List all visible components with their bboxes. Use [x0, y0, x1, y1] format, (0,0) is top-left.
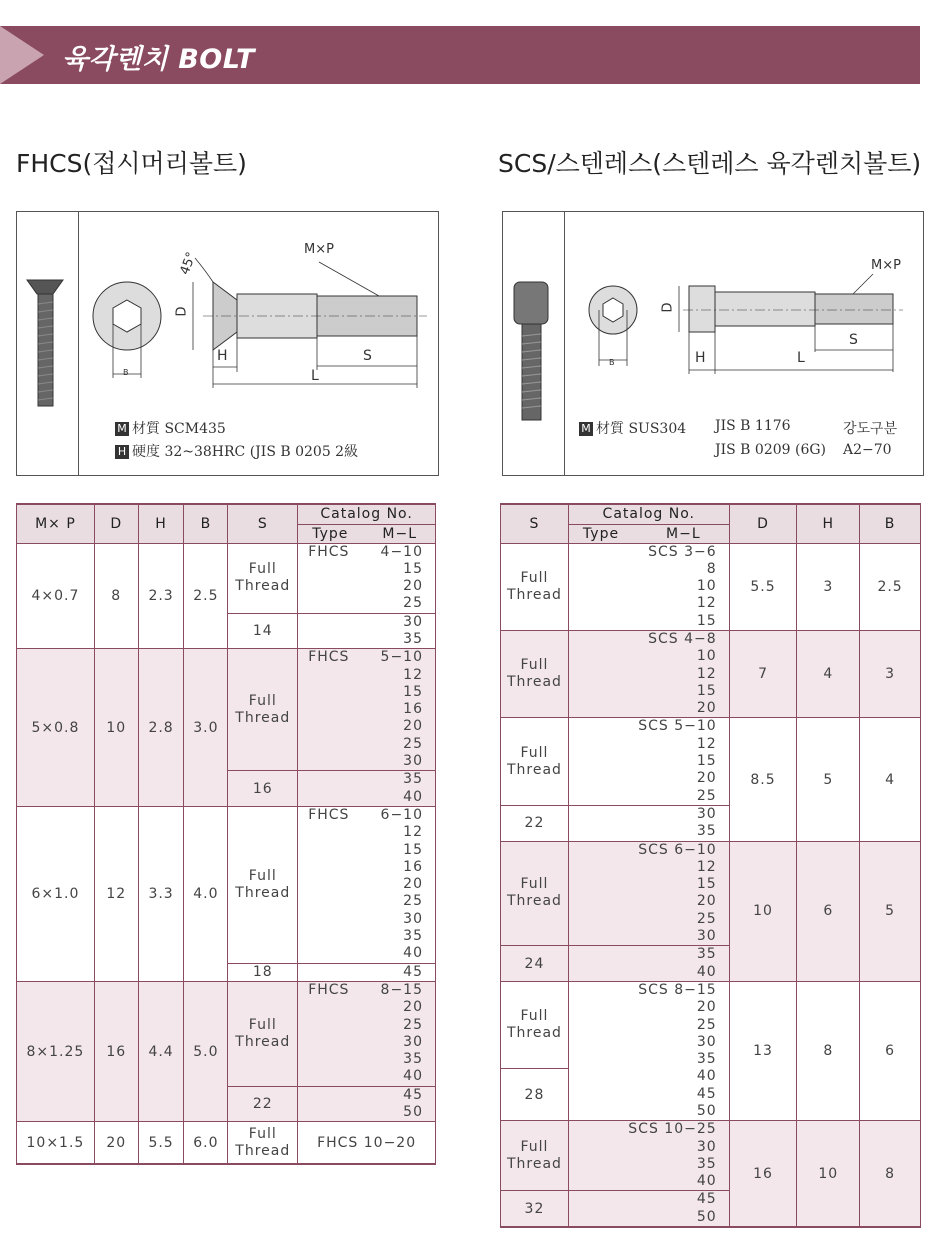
banner-title: 육각렌치 BOLT: [62, 44, 255, 75]
cell-catalog: [568, 630, 729, 717]
table-row: [17, 649, 436, 771]
cell-mp: 10×1.5: [17, 1122, 95, 1164]
s-full-thread-text: Full Thread: [235, 561, 291, 595]
cell-catalog: [298, 543, 436, 613]
ml-values: [569, 946, 729, 981]
s-full-thread: [501, 657, 568, 691]
cell-b: 2.5: [860, 543, 921, 630]
ml-value: 25: [696, 910, 717, 927]
fhcs-material-note: M 材質 SCM435: [115, 418, 226, 438]
ml-value: 16: [403, 858, 423, 875]
s-full-thread-text: Full Thread: [235, 692, 291, 726]
ml-value: 35: [696, 1155, 717, 1172]
catalog-first: [308, 807, 423, 824]
cell-s-length: 18: [228, 963, 298, 981]
ml-value: 15: [696, 876, 717, 893]
s-full-thread-text: Full Thread: [506, 657, 562, 691]
cell-mp: 4×0.7: [17, 543, 95, 649]
catalog-first: [308, 649, 423, 666]
fhcs-d-label: D: [174, 306, 190, 317]
cell-s-length: 32: [501, 1191, 569, 1227]
s-full-thread-text: Full Thread: [506, 569, 562, 603]
header-h: H: [138, 504, 184, 543]
cell-catalog: [298, 613, 436, 649]
ml-value: 20: [403, 999, 423, 1016]
catalog-first-ml: 6−10: [380, 806, 423, 823]
catalog-type: FHCS: [308, 806, 350, 823]
cell-h: 5: [797, 718, 860, 841]
cell-catalog: [568, 841, 729, 946]
cell-s: [228, 543, 298, 613]
ml-values: [298, 1087, 435, 1122]
catalog-first: SCS 10−25: [628, 1121, 717, 1138]
cell-d: 10: [94, 649, 138, 807]
cell-d: 12: [94, 806, 138, 981]
ml-values: [298, 614, 435, 649]
fhcs-drawing: [17, 212, 438, 475]
ml-value: 20: [696, 700, 717, 717]
cell-h: 2.8: [138, 649, 184, 807]
ml-value: 30: [696, 805, 717, 822]
cell-s: [501, 841, 569, 946]
ml-value: 35: [696, 823, 717, 840]
catalog-first-ml: 8−15: [380, 981, 423, 998]
scs-strength-value: A2−70: [843, 442, 892, 458]
header-mp: M× P: [17, 504, 95, 543]
cell-b: 4.0: [184, 806, 228, 981]
ml-value: 16: [403, 701, 423, 718]
table-row: [501, 981, 921, 1068]
scs-figure: [502, 211, 924, 476]
header-d: D: [94, 504, 138, 543]
ml-value: 12: [403, 824, 423, 841]
ml-value: 20: [403, 876, 423, 893]
cell-catalog: [298, 1086, 436, 1122]
cell-h: 3.3: [138, 806, 184, 981]
s-full-thread: [228, 561, 297, 595]
ml-values: [569, 544, 729, 630]
ml-values: [298, 649, 435, 770]
cell-s: [228, 649, 298, 771]
s-full-thread-text: Full Thread: [235, 867, 291, 901]
cell-catalog: [568, 805, 729, 841]
cell-s: [501, 981, 569, 1068]
fhcs-figure: [16, 211, 439, 476]
cell-catalog: [298, 981, 436, 1086]
s-full-thread-text: Full Thread: [235, 1125, 291, 1159]
cell-h: 4.4: [138, 981, 184, 1121]
ml-values: [569, 1191, 729, 1226]
scs-bolt-photo: [514, 282, 548, 420]
s-full-thread-text: Full Thread: [506, 876, 562, 910]
cell-b: 6: [860, 981, 921, 1120]
ml-value: 15: [403, 841, 423, 858]
scs-d-label: D: [660, 302, 676, 313]
ml-value: 20: [403, 718, 423, 735]
cell-catalog: [568, 1191, 729, 1227]
scs-spec-table: [500, 503, 921, 1228]
cell-d: 7: [729, 630, 797, 717]
ml-value: 15: [696, 682, 717, 699]
cell-d: 16: [729, 1121, 797, 1227]
ml-value: 45: [403, 963, 423, 980]
cell-s: [501, 718, 569, 805]
ml-value: 15: [696, 753, 717, 770]
cell-mp: 5×0.8: [17, 649, 95, 807]
cell-h: 2.3: [138, 543, 184, 649]
catalog-first-ml: 4−10: [380, 543, 423, 560]
cell-catalog: [568, 718, 729, 805]
cell-h: 3: [797, 543, 860, 630]
catalog-first: SCS 6−10: [638, 841, 717, 858]
ml-value: 40: [403, 945, 423, 962]
ml-value: 20: [696, 893, 717, 910]
cell-catalog: FHCS 10−20: [298, 1122, 436, 1164]
cell-catalog: [298, 649, 436, 771]
table-row: [501, 1121, 921, 1191]
cell-s-length: 16: [228, 771, 298, 807]
catalog-first: SCS 3−6: [648, 543, 717, 560]
fhcs-h-label: H: [217, 348, 228, 364]
cell-s: [228, 806, 298, 963]
ml-value: 50: [696, 1103, 717, 1119]
table-row: [501, 630, 921, 717]
s-full-thread: [228, 693, 297, 727]
table-row: [17, 543, 436, 613]
ml-value: 40: [696, 963, 717, 980]
catalog-first: SCS 5−10: [638, 718, 717, 735]
scs-s-label: S: [849, 332, 858, 348]
fhcs-spec-table: [16, 503, 436, 1165]
header-d: D: [729, 504, 797, 543]
cell-s: [501, 1121, 569, 1191]
fhcs-b-label: B: [123, 368, 129, 377]
cell-s-length: 28: [501, 1068, 569, 1121]
ml-value: 40: [403, 788, 423, 805]
fhcs-bolt-photo: [27, 280, 63, 406]
ml-value: 12: [696, 665, 717, 682]
cell-b: 3.0: [184, 649, 228, 807]
header-b: B: [184, 504, 228, 543]
ml-value: 12: [403, 666, 423, 683]
ml-values: [298, 771, 435, 806]
cell-d: 10: [729, 841, 797, 981]
ml-values: [298, 807, 435, 963]
scs-jis2-note: JIS B 0209 (6G): [715, 442, 827, 458]
header-s: S: [228, 504, 298, 543]
s-full-thread: [501, 745, 568, 779]
ml-value: 35: [696, 946, 717, 963]
ml-value: 35: [403, 928, 423, 945]
cell-d: 13: [729, 981, 797, 1120]
fhcs-angle-label: 45°: [177, 250, 200, 277]
s-full-thread: [501, 876, 568, 910]
ml-value: 30: [403, 1033, 423, 1050]
ml-value: 10: [696, 648, 717, 665]
ml-value: 35: [403, 1051, 423, 1068]
ml-value: 12: [696, 858, 717, 875]
cell-catalog: [298, 963, 436, 981]
scs-h-label: H: [695, 350, 706, 366]
cell-b: 5: [860, 841, 921, 981]
cell-h: 10: [797, 1121, 860, 1227]
s-full-thread: [501, 570, 568, 604]
catalog-first-ml: 5−10: [380, 649, 423, 666]
cell-d: 20: [94, 1122, 138, 1164]
cell-s: [501, 543, 569, 630]
ml-value: 20: [403, 578, 423, 595]
ml-values: [569, 631, 729, 717]
ml-values: [569, 982, 729, 1120]
catalog-first: [308, 544, 423, 561]
cell-b: 5.0: [184, 981, 228, 1121]
fhcs-l-label: L: [311, 368, 319, 384]
ml-value: 50: [403, 1104, 423, 1120]
ml-value: 10: [696, 578, 717, 595]
table-row: [17, 981, 436, 1086]
scs-b-label: B: [609, 358, 615, 367]
ml-value: 25: [403, 893, 423, 910]
ml-value: 12: [696, 595, 717, 612]
ml-value: 40: [696, 1173, 717, 1190]
ml-value: 25: [403, 595, 423, 612]
s-full-thread: [228, 1017, 297, 1051]
s-full-thread: [228, 1126, 297, 1160]
ml-value: 45: [403, 1086, 423, 1103]
catalog-type: FHCS: [308, 981, 350, 998]
scs-l-label: L: [797, 350, 805, 366]
cell-d: 5.5: [729, 543, 797, 630]
ml-values: [569, 718, 729, 804]
scs-material-note: M 材質 SUS304: [579, 418, 686, 438]
header-h: H: [797, 504, 860, 543]
ml-value: 15: [696, 612, 717, 629]
cell-catalog: [568, 543, 729, 630]
ml-value: 50: [696, 1208, 717, 1225]
ml-value: 45: [696, 1085, 717, 1102]
table-row: [501, 718, 921, 805]
header-catalog: Catalog No.: [298, 504, 436, 524]
fhcs-hardness-note: H 硬度 32~38HRC (JIS B 0205 2級: [115, 441, 358, 461]
header-b: B: [860, 504, 921, 543]
ml-values: [298, 544, 435, 613]
s-full-thread-text: Full Thread: [506, 1007, 562, 1041]
ml-value: 15: [403, 560, 423, 577]
cell-s: [228, 1122, 298, 1164]
cell-b: 2.5: [184, 543, 228, 649]
cell-b: 6.0: [184, 1122, 228, 1164]
ml-values: [298, 982, 435, 1086]
ml-value: 40: [696, 1068, 717, 1085]
ml-value: 25: [696, 1016, 717, 1033]
ml-value: 30: [403, 910, 423, 927]
ml-values: [569, 806, 729, 841]
fhcs-s-label: S: [363, 348, 372, 364]
ml-value: 30: [403, 753, 423, 770]
cell-b: 3: [860, 630, 921, 717]
ml-values: [298, 964, 435, 981]
fhcs-mp-label: M×P: [304, 242, 334, 257]
cell-catalog: [298, 806, 436, 963]
cell-s-length: 22: [228, 1086, 298, 1122]
cell-h: 5.5: [138, 1122, 184, 1164]
header-s: S: [501, 504, 569, 543]
cell-mp: 6×1.0: [17, 806, 95, 981]
header-type-ml: Type M−L: [568, 524, 729, 543]
ml-value: 45: [696, 1191, 717, 1208]
catalog-first: [308, 982, 423, 999]
cell-mp: 8×1.25: [17, 981, 95, 1121]
cell-h: 8: [797, 981, 860, 1120]
s-full-thread: [501, 1139, 568, 1173]
cell-h: 4: [797, 630, 860, 717]
fhcs-section-title: FHCS(접시머리볼트): [16, 149, 247, 178]
cell-s-length: 22: [501, 805, 569, 841]
cell-catalog: [568, 1121, 729, 1191]
ml-value: 25: [403, 735, 423, 752]
s-full-thread: [228, 868, 297, 902]
cell-d: 8: [94, 543, 138, 649]
ml-value: 35: [403, 771, 423, 788]
ml-value: 30: [696, 1033, 717, 1050]
cell-b: 4: [860, 718, 921, 841]
table-row: [17, 1122, 436, 1164]
header-type-ml: Type M−L: [298, 524, 436, 543]
ml-value: 35: [403, 630, 423, 647]
ml-value: 20: [696, 770, 717, 787]
cell-b: 8: [860, 1121, 921, 1227]
ml-values: [569, 842, 729, 946]
table-row: [17, 806, 436, 963]
ml-values: [569, 1121, 729, 1190]
s-full-thread-text: Full Thread: [235, 1016, 291, 1050]
table-row: [501, 543, 921, 630]
cell-catalog: [568, 946, 729, 982]
cell-s: [228, 981, 298, 1086]
scs-jis1-note: JIS B 1176: [715, 418, 791, 434]
scs-mp-label: M×P: [871, 258, 901, 273]
ml-value: 20: [696, 999, 717, 1016]
cell-d: 8.5: [729, 718, 797, 841]
cell-s-length: 14: [228, 613, 298, 649]
table-row: [501, 841, 921, 946]
page-banner: [0, 26, 920, 84]
banner-tab-decoration: [0, 26, 44, 84]
s-full-thread: [501, 1008, 568, 1042]
s-full-thread-text: Full Thread: [506, 1138, 562, 1172]
cell-d: 16: [94, 981, 138, 1121]
ml-value: 8: [706, 560, 717, 577]
header-catalog: Catalog No.: [568, 504, 729, 524]
cell-catalog: [298, 771, 436, 807]
catalog-type: FHCS: [308, 649, 350, 666]
s-full-thread-text: Full Thread: [506, 744, 562, 778]
ml-value: 30: [696, 1138, 717, 1155]
ml-value: 30: [696, 928, 717, 945]
ml-value: 25: [696, 787, 717, 804]
catalog-type: FHCS: [308, 543, 350, 560]
ml-value: 40: [403, 1068, 423, 1085]
ml-value: 12: [696, 735, 717, 752]
cell-catalog: [568, 981, 729, 1120]
cell-s: [501, 630, 569, 717]
ml-value: 30: [403, 613, 423, 630]
catalog-first: SCS 8−15: [638, 981, 717, 998]
ml-value: 15: [403, 683, 423, 700]
ml-value: 35: [696, 1051, 717, 1068]
catalog-first: SCS 4−8: [648, 630, 717, 647]
scs-section-title: SCS/스텐레스(스텐레스 육각렌치볼트): [498, 149, 922, 178]
scs-strength-label: 강도구분: [843, 421, 898, 437]
ml-value: 25: [403, 1016, 423, 1033]
cell-s-length: 24: [501, 946, 569, 982]
cell-h: 6: [797, 841, 860, 981]
